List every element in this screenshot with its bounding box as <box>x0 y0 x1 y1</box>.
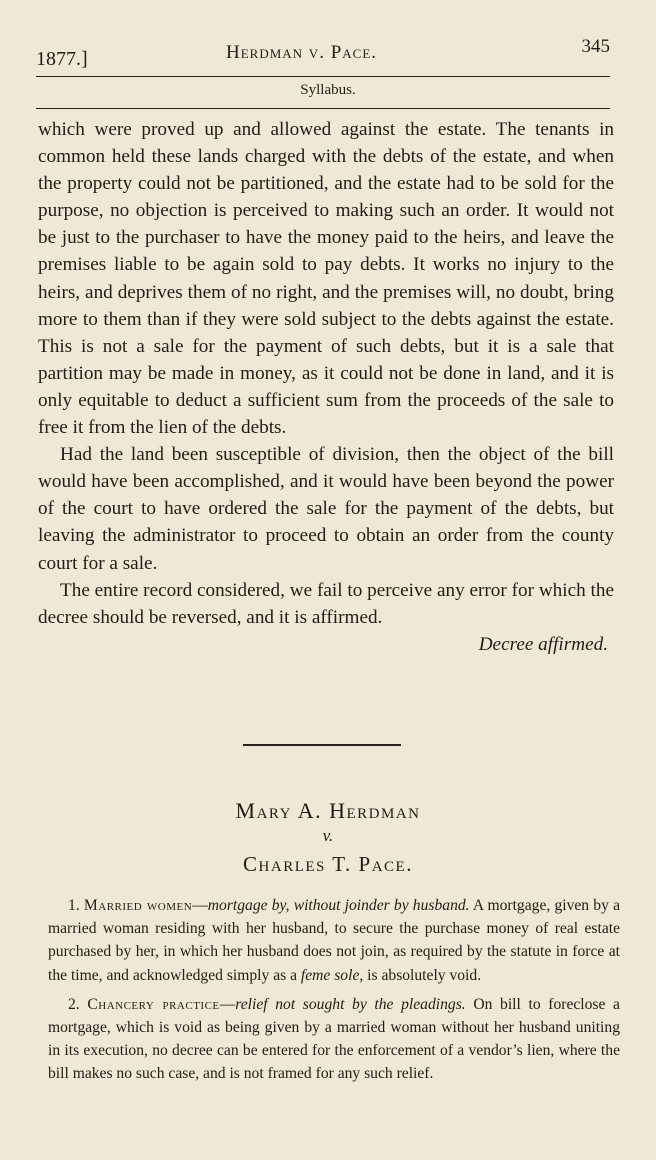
page-header <box>36 36 610 70</box>
headnote-topic: Chancery practice <box>87 995 220 1013</box>
headnote-number: 2. <box>68 995 80 1013</box>
headnote-subtopic: mortgage by, without joinder by husband. <box>207 897 470 914</box>
headnote-italic-phrase: feme sole <box>300 966 360 984</box>
headnote-text-end: , is absolutely void. <box>359 966 482 984</box>
headnote-topic: Married women <box>83 897 193 914</box>
opinion-paragraph: The entire record considered, we fail to perceive any error for which the decree should be reversed, and it is affirmed. <box>38 579 614 628</box>
headnote-subtopic: relief not sought by the pleadings. <box>235 995 466 1013</box>
headnote <box>48 993 620 1086</box>
headnote-text: On bill to foreclose a mortgage, which is void as being given by a married woman without her husband uniting in its execution, no decree can be entered for the enforcement of a vendor’s lien, where the bill makes no such case, and is not framed for any such relief. <box>48 995 620 1083</box>
headnote <box>48 894 620 987</box>
defendant-name: Charles T. Pace. <box>243 852 413 876</box>
opinion-text <box>38 116 614 658</box>
case-separator <box>243 744 401 746</box>
plaintiff-name: Mary A. Herdman <box>235 798 421 823</box>
opinion-paragraph: which were proved up and allowed against the estate. The tenants in common held these lands charged with the debts of the estate, and when the property could not be partitioned, and the estate had to be sold for the purpose, no objection is perceived to making such an order. It would not be just to the purchaser to have the money paid to the heirs, and leave the premises liable to be again sold to pay debts. It works no injury to the heirs, and deprives them of no right, and the premises will, no doubt, bring more to them than if they were sold subject to the debts against the estate. This is not a sale for the payment of such debts, but it is a sale that partition may be made in money, as it could not be done in land, and it is only equitable to deduct a sufficient sum from the proceeds of the sale to free it from the lien of the debts. <box>38 119 614 439</box>
header-rule <box>36 76 610 77</box>
opinion-paragraph: Had the land been susceptible of division, then the object of the bill would have been accomplished, and it would have been beyond the power of the court to have ordered the sale for the payment of the debts, but leaving the administrator to proceed to obtain an order from the county court for a sale. <box>38 444 614 574</box>
section-label: Syllabus. <box>300 82 356 98</box>
syllabus-rule <box>36 108 610 109</box>
headnote-dash: — <box>219 995 236 1013</box>
page-number: 345 <box>581 36 610 57</box>
disposition: Decree affirmed. <box>478 633 608 655</box>
running-title: Herdman v. Pace. <box>226 42 378 63</box>
headnotes <box>48 894 620 1092</box>
headnote-dash: — <box>192 897 208 914</box>
headnote-number: 1. <box>68 897 80 914</box>
headnote-text: A mortgage, given by a married woman residing with her husband, to secure the purchase money of real estate purchased by her, in which her husband does not join, as required by the statute in force at the time, and acknowledged simply as a <box>48 897 620 984</box>
header-year: 1877.] <box>36 48 88 70</box>
versus: v. <box>322 826 334 845</box>
